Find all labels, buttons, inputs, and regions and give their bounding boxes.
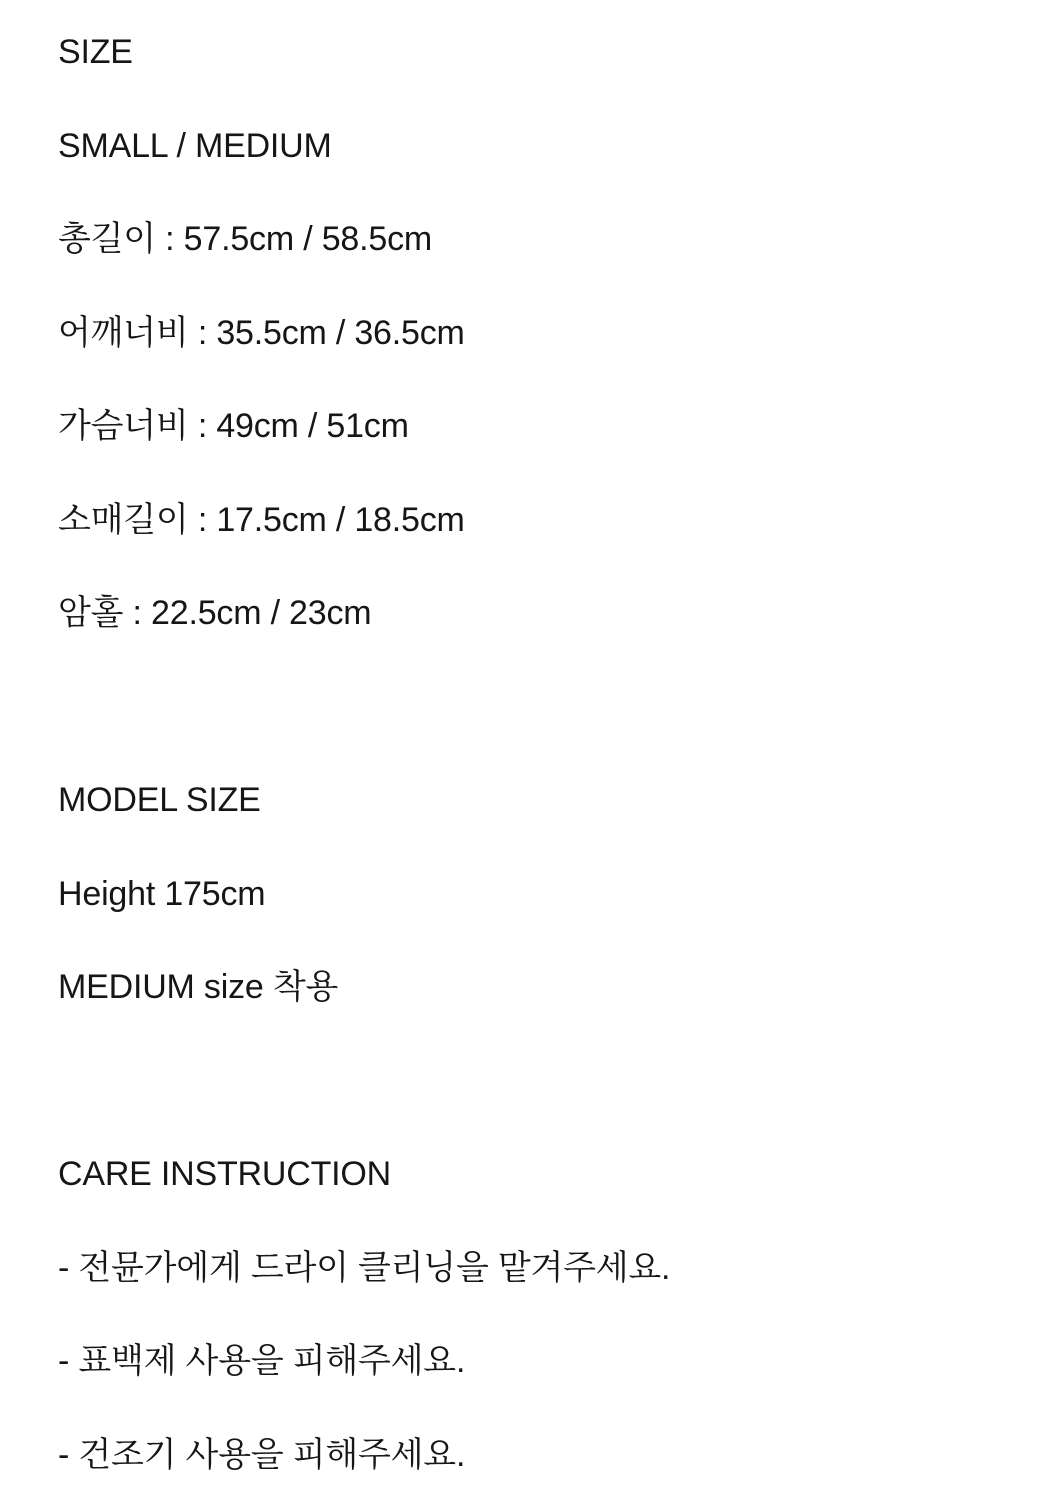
care-heading: CARE INSTRUCTION	[58, 1128, 1010, 1222]
size-heading: SIZE	[58, 6, 1010, 100]
measurement-line-armhole: 암홀 : 22.5cm / 23cm	[58, 567, 1010, 661]
model-size-heading: MODEL SIZE	[58, 754, 1010, 848]
measurement-line-total-length: 총길이 : 57.5cm / 58.5cm	[58, 193, 1010, 287]
model-height-line: Height 175cm	[58, 848, 1010, 942]
size-variant-line: SMALL / MEDIUM	[58, 100, 1010, 194]
measurement-line-shoulder-width: 어깨너비 : 35.5cm / 36.5cm	[58, 287, 1010, 381]
care-instruction-section	[58, 1128, 1010, 1502]
measurement-line-chest-width: 가슴너비 : 49cm / 51cm	[58, 380, 1010, 474]
model-size-section	[58, 754, 1010, 1035]
measurement-line-sleeve-length: 소매길이 : 17.5cm / 18.5cm	[58, 474, 1010, 568]
care-item-dry-cleaning: - 전뮨가에게 드라이 클리닝을 맡겨주세요.	[58, 1222, 1010, 1316]
size-section	[58, 6, 1010, 661]
model-wearing-size-line: MEDIUM size 착용	[58, 941, 1010, 1035]
care-item-no-bleach: - 표백제 사용을 피해주세요.	[58, 1315, 1010, 1409]
care-item-no-dryer: - 건조기 사용을 피해주세요.	[58, 1409, 1010, 1502]
